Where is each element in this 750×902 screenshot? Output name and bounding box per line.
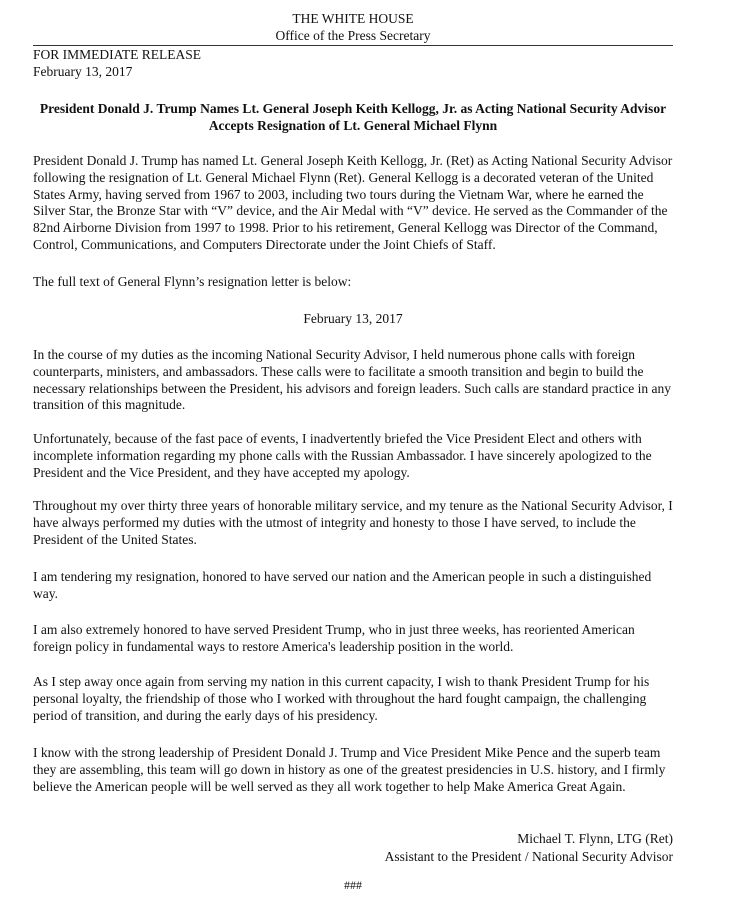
release-info (33, 47, 201, 80)
letter-paragraph: I know with the strong leadership of President Donald J. Trump and Vice President Mike Pence and the superb team they are assembling, this team will go down in history as one of the greatest presidencies in U.S. history, and I firmly believe the American people will be well served as they all work together to help Make America Great Again. (33, 745, 666, 794)
headline-line-2: Accepts Resignation of Lt. General Michael Flynn (208, 117, 498, 133)
letter-paragraph: Throughout my over thirty three years of honorable military service, and my tenure as the National Security Advisor, I have always performed my duties with the utmost of integrity and honesty to those I have served, to include the President of the United States. (33, 498, 673, 547)
signature-title: Assistant to the President / National Security Advisor (384, 848, 673, 864)
letter-paragraph: In the course of my duties as the incoming National Security Advisor, I held numerous phone calls with foreign counterparts, ministers, and ambassadors. These calls were to facilitate a smooth transition and begin to build the necessary relationships between the President, his advisors and foreign leaders. Such calls are standard practice in any transition of this magnitude. (33, 347, 672, 413)
signature-name: Michael T. Flynn, LTG (Ret) (517, 831, 673, 846)
org-name: THE WHITE HOUSE (292, 11, 414, 26)
letter-paragraph: Unfortunately, because of the fast pace of events, I inadvertently briefed the Vice President Elect and others with incomplete information regarding my phone calls with the Russian Ambassador. I have sincerely apologized to the President and the Vice President, and they have accepted my apology. (33, 431, 652, 480)
headline (33, 101, 673, 134)
office-name: Office of the Press Secretary (275, 27, 431, 43)
headline-line-1: President Donald J. Trump Names Lt. General Joseph Keith Kellogg, Jr. as Acting National Security Advisor (39, 101, 667, 116)
letter-paragraph: I am also extremely honored to have served President Trump, who in just three weeks, has reoriented American foreign policy in fundamental ways to restore America's leadership position in the world. (33, 622, 635, 654)
end-mark: ### (344, 878, 362, 892)
letterhead (33, 11, 673, 44)
letter-paragraph: I am tendering my resignation, honored to have served our nation and the American people in such a distinguished way. (33, 569, 652, 601)
letter-date: February 13, 2017 (303, 311, 403, 326)
signature-block (385, 830, 673, 865)
intro-paragraph: President Donald J. Trump has named Lt. General Joseph Keith Kellogg, Jr. (Ret) as Acting National Security Advisor following the resignation of Lt. General Michael Flynn (Ret). General Kellogg is a decorated veteran of the United States Army, having served from 1967 to 2003, including two tours during the Vietnam War, where he earned the Silver Star, the Bronze Star with “V” device, and the Air Medal with “V” device. He served as the Commander of the 82nd Airborne Division from 1997 to 1998. Prior to his retirement, General Kellogg was Director of the Command, Control, Communications, and Computers Directorate under the Joint Chiefs of Staff. (33, 153, 673, 252)
release-label: FOR IMMEDIATE RELEASE (33, 47, 201, 62)
release-date: February 13, 2017 (33, 63, 133, 79)
header-divider (33, 45, 673, 46)
letter-intro: The full text of General Flynn’s resignation letter is below: (33, 274, 352, 289)
letter-paragraph: As I step away once again from serving my nation in this current capacity, I wish to thank President Trump for his personal loyalty, the friendship of those who I worked with throughout the hard fought campaign, the challenging period of transition, and during the early days of his presidency. (33, 674, 650, 723)
